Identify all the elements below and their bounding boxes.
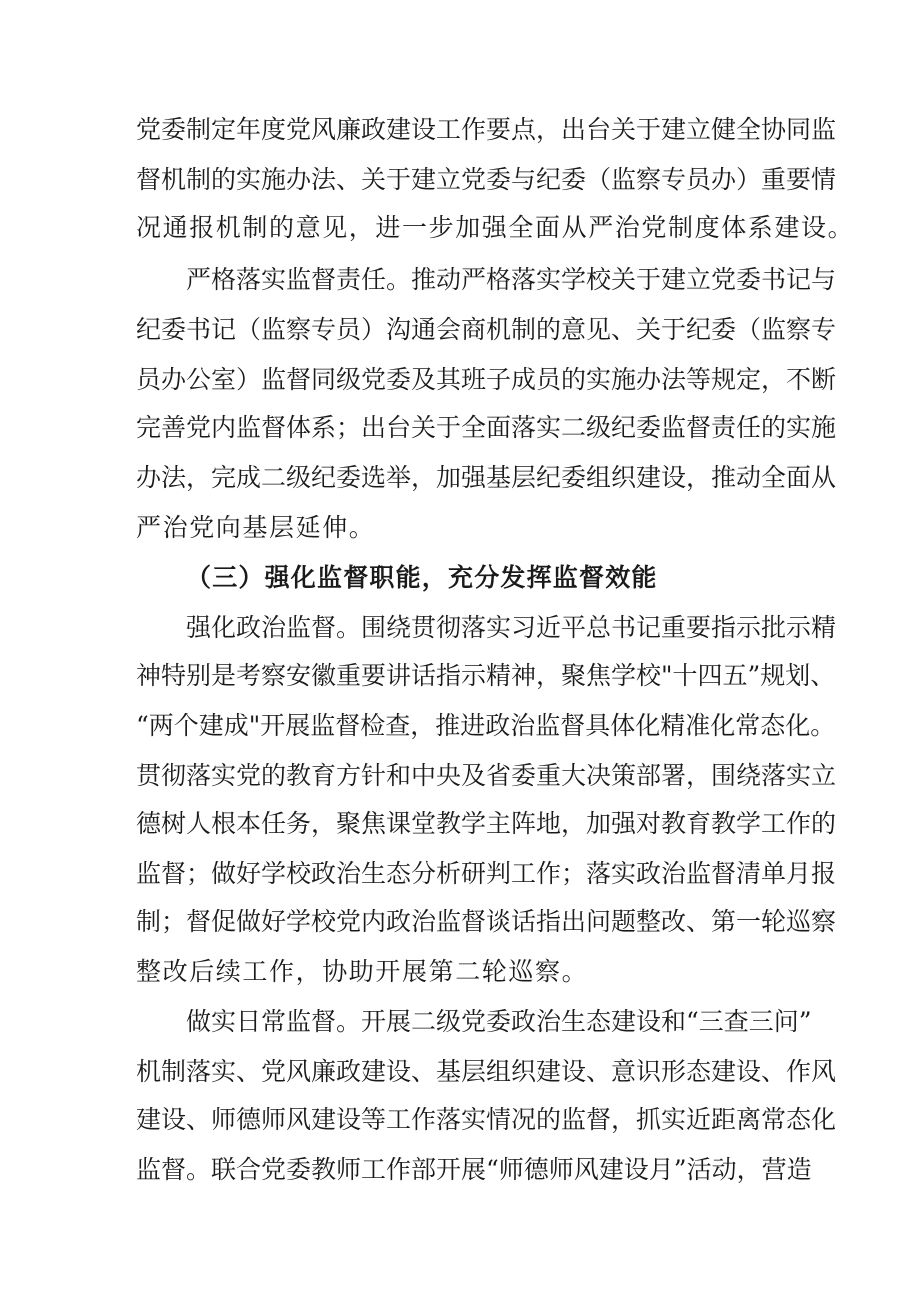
text-line: 严治党向基层延伸。 — [136, 513, 376, 542]
text-line: 建设、师德师风建设等工作落实情况的监督，抓实近距离常态化 — [136, 1105, 837, 1134]
text-line: 整改后续工作，协助开展第二轮巡察。 — [136, 957, 589, 986]
text-line: 况通报机制的意见，进一步加强全面从严治党制度体系建设。 — [136, 213, 855, 242]
text-line: 监督；做好学校政治生态分析研判工作；落实政治监督清单月报 — [136, 859, 837, 888]
text-line: 督机制的实施办法、关于建立党委与纪委（监察专员办）重要情 — [136, 165, 837, 194]
paragraph-start-line: 做实日常监督。开展二级党委政治生态建设和“三查三问” — [186, 1007, 812, 1036]
section-heading: （三）强化监督职能，充分发挥监督效能 — [186, 563, 658, 592]
text-line: 监督。联合党委教师工作部开展“师德师风建设月”活动，营造 — [136, 1155, 812, 1184]
text-line: 办法，完成二级纪委选举，加强基层纪委组织建设，推动全面从 — [136, 463, 837, 492]
text-line: 德树人根本任务，聚焦课堂教学主阵地，加强对教育教学工作的 — [136, 809, 837, 838]
text-line: 党委制定年度党风廉政建设工作要点，出台关于建立健全协同监 — [136, 115, 837, 144]
paragraph-start-line: 强化政治监督。围绕贯彻落实习近平总书记重要指示批示精 — [186, 613, 837, 642]
text-line: 完善党内监督体系；出台关于全面落实二级纪委监督责任的实施 — [136, 413, 837, 442]
paragraph-start-line: 严格落实监督责任。推动严格落实学校关于建立党委书记与 — [186, 265, 837, 294]
text-line: 神特别是考察安徽重要讲话指示精神，聚焦学校"十四五”规划、 — [136, 661, 836, 690]
text-line: 机制落实、党风廉政建设、基层组织建设、意识形态建设、作风 — [136, 1057, 837, 1086]
text-line: 贯彻落实党的教育方针和中央及省委重大决策部署，围绕落实立 — [136, 761, 837, 790]
text-line: 员办公室）监督同级党委及其班子成员的实施办法等规定，不断 — [136, 365, 837, 394]
text-line: 纪委书记（监察专员）沟通会商机制的意见、关于纪委（监察专 — [136, 315, 837, 344]
text-line: 制；督促做好学校党内政治监督谈话指出问题整改、第一轮巡察 — [136, 907, 837, 936]
text-line: “两个建成"开展监督检查，推进政治监督具体化精准化常态化。 — [136, 711, 836, 740]
